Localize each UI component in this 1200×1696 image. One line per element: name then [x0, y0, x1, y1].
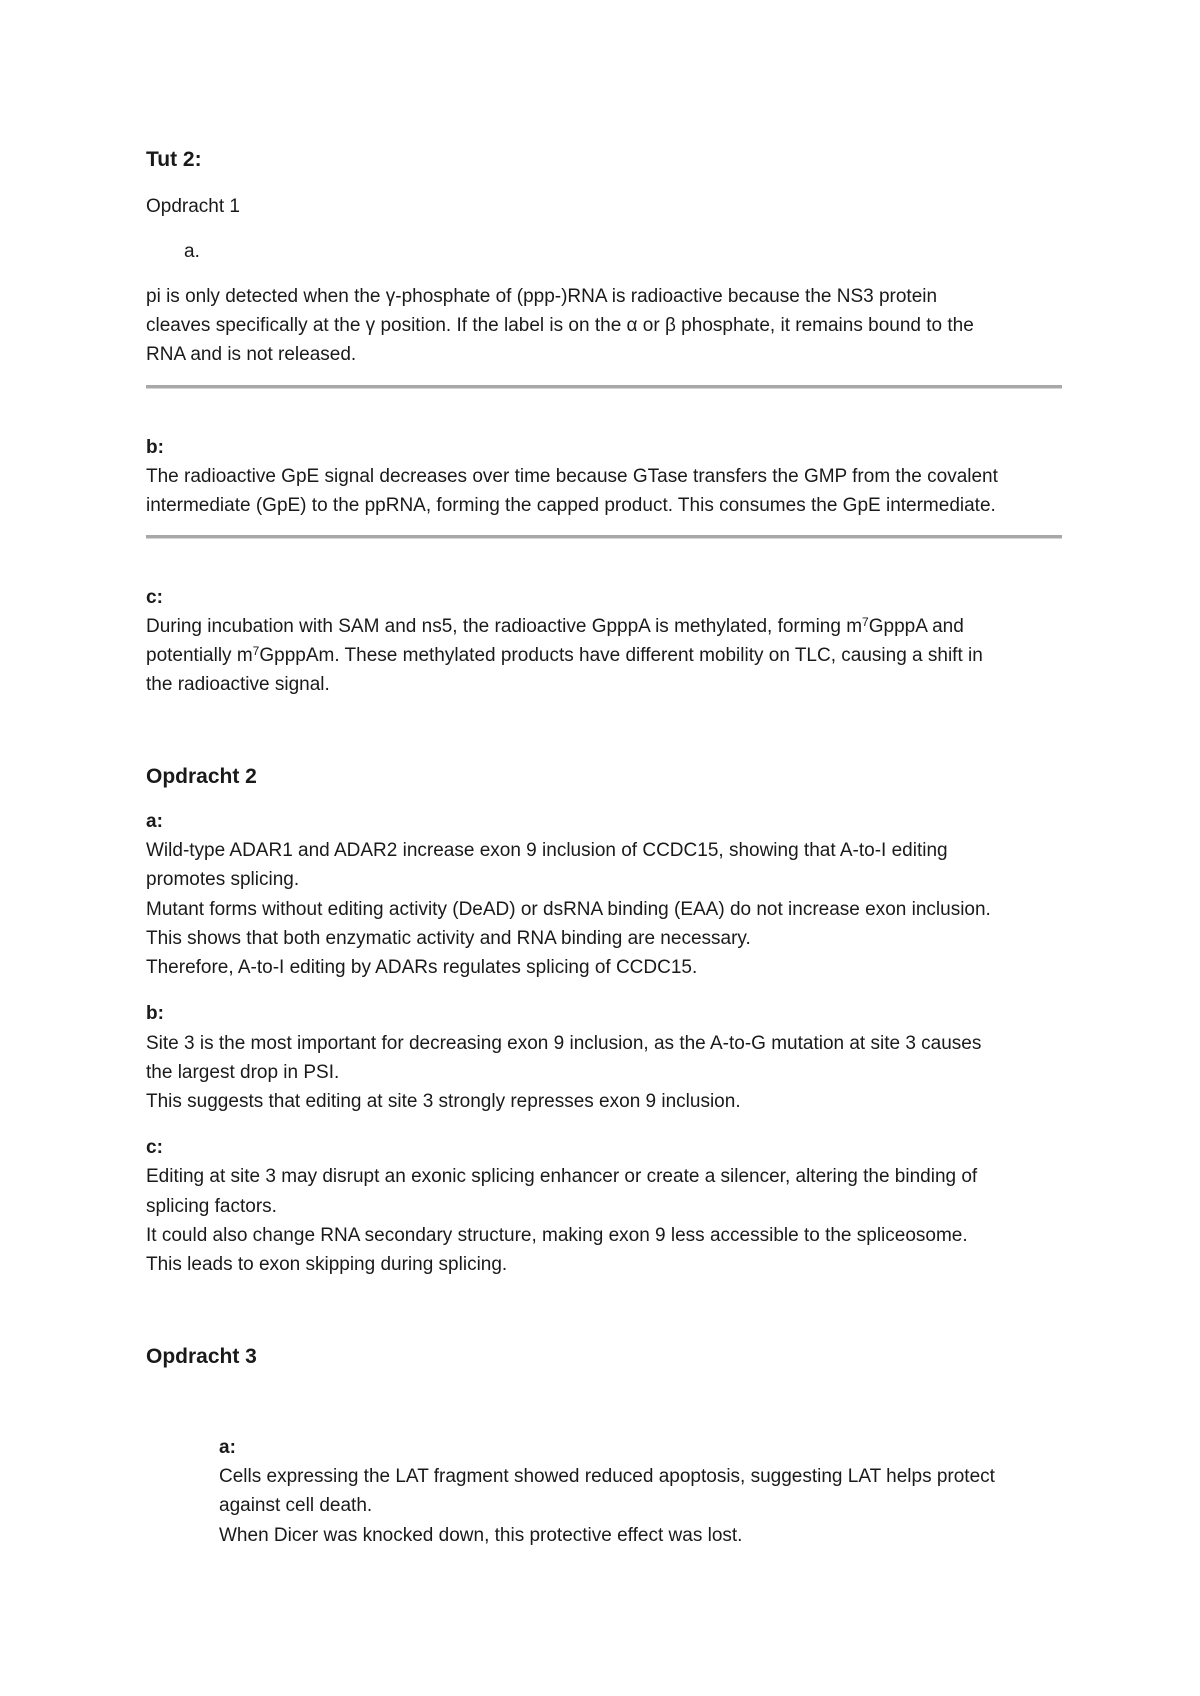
op1-c-line-2	[146, 644, 983, 668]
superscript: 7	[862, 615, 869, 629]
op2-b-line-2: the largest drop in PSI.	[146, 1062, 340, 1083]
op2-a-line-3: Mutant forms without editing activity (DeAD) or dsRNA binding (EAA) do not increase exon inclusion.	[146, 899, 991, 920]
superscript: 7	[252, 644, 260, 658]
op2-a-line-4: This shows that both enzymatic activity and RNA binding are necessary.	[146, 928, 751, 949]
op2-c-line-4: This leads to exon skipping during splicing.	[146, 1254, 508, 1275]
op2-a-line-1: Wild-type ADAR1 and ADAR2 increase exon 9 inclusion of CCDC15, showing that A-to-I editing	[146, 840, 948, 861]
op1-b-line-1: The radioactive GpE signal decreases over time because GTase transfers the GMP from the covalent	[146, 466, 998, 487]
op1-a-label: a.	[184, 241, 200, 262]
opdracht-3-heading: Opdracht 3	[146, 1345, 257, 1368]
op1-a-line-1: pi is only detected when the γ-phosphate of (ppp-)RNA is radioactive because the NS3 protein	[146, 286, 938, 307]
op3-a-line-1: Cells expressing the LAT fragment showed reduced apoptosis, suggesting LAT helps protect	[219, 1466, 995, 1487]
op1-b-line-2: intermediate (GpE) to the ppRNA, forming the capped product. This consumes the GpE intermediate.	[146, 495, 996, 516]
op1-c-line-3: the radioactive signal.	[146, 674, 330, 695]
op2-b-line-1: Site 3 is the most important for decreasing exon 9 inclusion, as the A-to-G mutation at site 3 causes	[146, 1033, 982, 1054]
text-span: potentially m	[146, 645, 253, 666]
text-span: GpppAm. These methylated products have different mobility on TLC, causing a shift in	[259, 645, 983, 666]
document-title: Tut 2:	[146, 148, 202, 171]
op2-c-line-3: It could also change RNA secondary structure, making exon 9 less accessible to the spliceosome.	[146, 1225, 968, 1246]
op2-c-line-2: splicing factors.	[146, 1196, 277, 1217]
op1-c-line-1	[146, 615, 964, 639]
op3-a-line-2: against cell death.	[219, 1495, 373, 1516]
text-span: GpppA and	[868, 616, 964, 637]
op1-a-line-2: cleaves specifically at the γ position. If the label is on the α or β phosphate, it remains bound to the	[146, 315, 974, 336]
op2-c-label: c:	[146, 1137, 163, 1158]
op1-a-line-3: RNA and is not released.	[146, 344, 357, 365]
opdracht-2-heading: Opdracht 2	[146, 765, 257, 788]
horizontal-rule	[146, 535, 1062, 539]
op2-c-line-1: Editing at site 3 may disrupt an exonic splicing enhancer or create a silencer, altering the binding of	[146, 1166, 978, 1187]
op3-a-line-3: When Dicer was knocked down, this protective effect was lost.	[219, 1525, 743, 1546]
op1-b-label: b:	[146, 437, 164, 458]
op2-a-label: a:	[146, 811, 163, 832]
op2-a-line-2: promotes splicing.	[146, 869, 300, 890]
horizontal-rule	[146, 385, 1062, 389]
text-span: During incubation with SAM and ns5, the radioactive GpppA is methylated, forming m	[146, 616, 863, 637]
op2-b-label: b:	[146, 1003, 164, 1024]
op2-b-line-3: This suggests that editing at site 3 strongly represses exon 9 inclusion.	[146, 1091, 741, 1112]
opdracht-1-heading: Opdracht 1	[146, 196, 240, 217]
op3-a-label: a:	[219, 1437, 236, 1458]
op1-c-label: c:	[146, 587, 163, 608]
op2-a-line-5: Therefore, A-to-I editing by ADARs regulates splicing of CCDC15.	[146, 957, 698, 978]
